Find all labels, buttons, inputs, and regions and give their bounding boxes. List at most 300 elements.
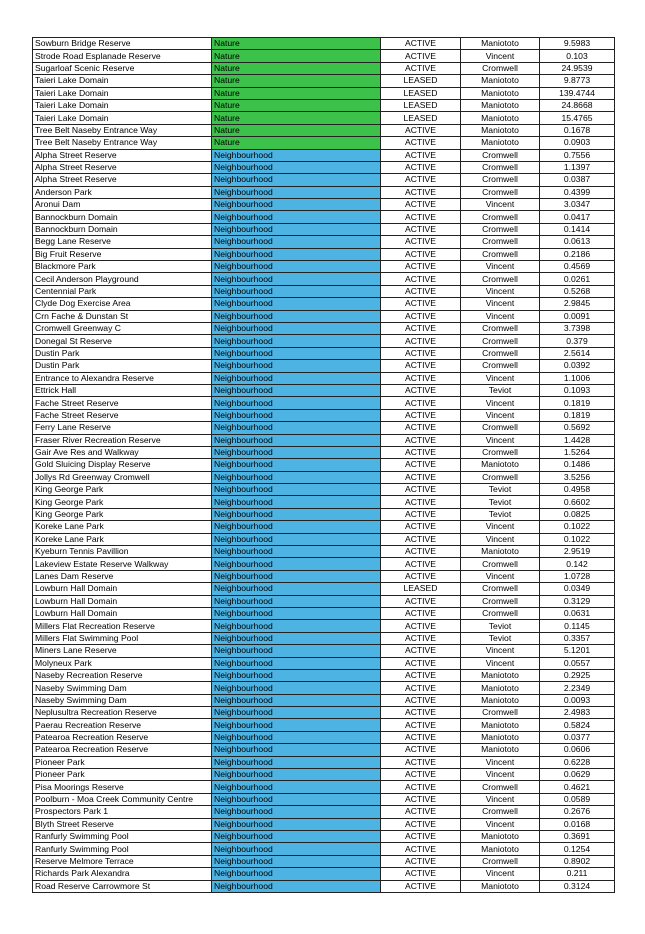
status-cell: ACTIVE [381,756,461,768]
reserve-name-cell: Naseby Swimming Dam [33,682,212,694]
category-cell: Nature [212,50,381,62]
reserve-name-cell: Crn Fache & Dunstan St [33,310,212,322]
ward-cell: Vincent [461,533,540,545]
category-cell: Neighbourhood [212,843,381,855]
area-cell: 0.103 [540,50,615,62]
category-cell: Neighbourhood [212,880,381,892]
ward-cell: Vincent [461,521,540,533]
area-cell: 0.3124 [540,880,615,892]
category-cell: Neighbourhood [212,793,381,805]
ward-cell: Cromwell [461,186,540,198]
area-cell: 0.0417 [540,211,615,223]
area-cell: 0.0093 [540,694,615,706]
status-cell: LEASED [381,99,461,111]
table-row [33,285,615,297]
area-cell: 0.0606 [540,744,615,756]
ward-cell: Cromwell [461,360,540,372]
ward-cell: Maniototo [461,880,540,892]
area-cell: 0.2186 [540,248,615,260]
category-cell: Neighbourhood [212,322,381,334]
category-cell: Neighbourhood [212,508,381,520]
status-cell: ACTIVE [381,38,461,50]
category-cell: Neighbourhood [212,546,381,558]
area-cell: 0.0392 [540,360,615,372]
area-cell: 0.379 [540,335,615,347]
ward-cell: Cromwell [461,806,540,818]
category-cell: Neighbourhood [212,868,381,880]
area-cell: 9.5983 [540,38,615,50]
category-cell: Neighbourhood [212,533,381,545]
status-cell: ACTIVE [381,818,461,830]
reserve-name-cell: Dustin Park [33,360,212,372]
status-cell: ACTIVE [381,868,461,880]
reserve-name-cell: Koreke Lane Park [33,533,212,545]
category-cell: Neighbourhood [212,707,381,719]
area-cell: 2.9845 [540,298,615,310]
area-cell: 0.8902 [540,855,615,867]
ward-cell: Maniototo [461,75,540,87]
reserve-name-cell: Ettrick Hall [33,384,212,396]
table-row [33,607,615,619]
reserve-name-cell: Cromwell Greenway C [33,322,212,334]
ward-cell: Teviot [461,496,540,508]
status-cell: ACTIVE [381,793,461,805]
reserve-name-cell: Taieri Lake Domain [33,75,212,87]
area-cell: 0.0349 [540,583,615,595]
category-cell: Nature [212,124,381,136]
category-cell: Neighbourhood [212,731,381,743]
ward-cell: Cromwell [461,422,540,434]
area-cell: 0.0903 [540,137,615,149]
table-row [33,682,615,694]
ward-cell: Vincent [461,285,540,297]
table-row [33,161,615,173]
area-cell: 5.1201 [540,645,615,657]
area-cell: 0.2676 [540,806,615,818]
ward-cell: Cromwell [461,595,540,607]
area-cell: 1.0728 [540,570,615,582]
area-cell: 0.0825 [540,508,615,520]
ward-cell: Maniototo [461,99,540,111]
table-row [33,261,615,273]
ward-cell: Cromwell [461,781,540,793]
area-cell: 0.4569 [540,261,615,273]
ward-cell: Vincent [461,50,540,62]
area-cell: 0.4621 [540,781,615,793]
ward-cell: Cromwell [461,62,540,74]
ward-cell: Maniototo [461,459,540,471]
area-cell: 1.4428 [540,434,615,446]
status-cell: ACTIVE [381,707,461,719]
category-cell: Neighbourhood [212,855,381,867]
table-row [33,781,615,793]
reserve-name-cell: Patearoa Recreation Reserve [33,731,212,743]
table-row [33,434,615,446]
area-cell: 0.0387 [540,174,615,186]
category-cell: Neighbourhood [212,236,381,248]
area-cell: 0.6228 [540,756,615,768]
area-cell: 0.3129 [540,595,615,607]
ward-cell: Maniototo [461,669,540,681]
table-row [33,446,615,458]
table-row [33,236,615,248]
status-cell: ACTIVE [381,261,461,273]
area-cell: 2.5614 [540,347,615,359]
table-row [33,694,615,706]
category-cell: Neighbourhood [212,620,381,632]
status-cell: ACTIVE [381,149,461,161]
reserve-name-cell: Aronui Dam [33,199,212,211]
status-cell: ACTIVE [381,843,461,855]
table-row [33,855,615,867]
category-cell: Neighbourhood [212,632,381,644]
status-cell: ACTIVE [381,174,461,186]
status-cell: ACTIVE [381,124,461,136]
ward-cell: Cromwell [461,335,540,347]
area-cell: 0.1022 [540,521,615,533]
table-row [33,558,615,570]
status-cell: ACTIVE [381,223,461,235]
status-cell: ACTIVE [381,310,461,322]
status-cell: ACTIVE [381,471,461,483]
area-cell: 0.1022 [540,533,615,545]
table-row [33,459,615,471]
status-cell: ACTIVE [381,459,461,471]
category-cell: Neighbourhood [212,669,381,681]
category-cell: Neighbourhood [212,744,381,756]
status-cell: ACTIVE [381,199,461,211]
status-cell: ACTIVE [381,161,461,173]
table-row [33,818,615,830]
category-cell: Nature [212,87,381,99]
area-cell: 0.1486 [540,459,615,471]
reserve-name-cell: Centennial Park [33,285,212,297]
status-cell: ACTIVE [381,781,461,793]
reserve-name-cell: Lowburn Hall Domain [33,583,212,595]
reserve-name-cell: Jollys Rd Greenway Cromwell [33,471,212,483]
ward-cell: Maniototo [461,694,540,706]
table-row [33,484,615,496]
ward-cell: Cromwell [461,446,540,458]
table-row [33,769,615,781]
category-cell: Neighbourhood [212,719,381,731]
category-cell: Neighbourhood [212,558,381,570]
area-cell: 0.1414 [540,223,615,235]
area-cell: 0.5824 [540,719,615,731]
ward-cell: Vincent [461,793,540,805]
ward-cell: Maniototo [461,124,540,136]
category-cell: Neighbourhood [212,199,381,211]
status-cell: ACTIVE [381,694,461,706]
reserve-name-cell: Taieri Lake Domain [33,99,212,111]
ward-cell: Maniototo [461,546,540,558]
category-cell: Neighbourhood [212,682,381,694]
ward-cell: Vincent [461,769,540,781]
ward-cell: Maniototo [461,112,540,124]
reserve-name-cell: Clyde Dog Exercise Area [33,298,212,310]
area-cell: 1.1006 [540,372,615,384]
area-cell: 0.0261 [540,273,615,285]
reserve-name-cell: Road Reserve Carrowmore St [33,880,212,892]
category-cell: Neighbourhood [212,211,381,223]
category-cell: Neighbourhood [212,149,381,161]
table-row [33,793,615,805]
reserve-name-cell: Entrance to Alexandra Reserve [33,372,212,384]
area-cell: 3.5256 [540,471,615,483]
status-cell: LEASED [381,583,461,595]
table-row [33,124,615,136]
ward-cell: Teviot [461,508,540,520]
category-cell: Neighbourhood [212,285,381,297]
status-cell: ACTIVE [381,607,461,619]
reserve-name-cell: Gair Ave Res and Walkway [33,446,212,458]
status-cell: ACTIVE [381,422,461,434]
reserve-name-cell: Kyeburn Tennis Pavillion [33,546,212,558]
status-cell: ACTIVE [381,880,461,892]
table-row [33,335,615,347]
ward-cell: Cromwell [461,273,540,285]
status-cell: LEASED [381,112,461,124]
reserve-name-cell: Blackmore Park [33,261,212,273]
ward-cell: Vincent [461,645,540,657]
area-cell: 0.211 [540,868,615,880]
ward-cell: Cromwell [461,149,540,161]
ward-cell: Maniototo [461,831,540,843]
reserve-name-cell: Gold Sluicing Display Reserve [33,459,212,471]
ward-cell: Maniototo [461,38,540,50]
category-cell: Neighbourhood [212,223,381,235]
category-cell: Neighbourhood [212,583,381,595]
ward-cell: Vincent [461,409,540,421]
category-cell: Neighbourhood [212,347,381,359]
area-cell: 0.5692 [540,422,615,434]
table-row [33,595,615,607]
reserve-name-cell: Prospectors Park 1 [33,806,212,818]
category-cell: Neighbourhood [212,273,381,285]
reserve-name-cell: King George Park [33,496,212,508]
ward-cell: Vincent [461,570,540,582]
category-cell: Nature [212,38,381,50]
table-row [33,422,615,434]
ward-cell: Vincent [461,199,540,211]
area-cell: 2.4983 [540,707,615,719]
table-row [33,310,615,322]
table-row [33,186,615,198]
table-row [33,409,615,421]
ward-cell: Vincent [461,756,540,768]
ward-cell: Cromwell [461,248,540,260]
category-cell: Neighbourhood [212,521,381,533]
status-cell: ACTIVE [381,620,461,632]
table-row [33,471,615,483]
ward-cell: Vincent [461,298,540,310]
area-cell: 0.0091 [540,310,615,322]
reserve-name-cell: Richards Park Alexandra [33,868,212,880]
area-cell: 24.8668 [540,99,615,111]
status-cell: ACTIVE [381,645,461,657]
reserve-name-cell: Lowburn Hall Domain [33,607,212,619]
ward-cell: Maniototo [461,843,540,855]
table-row [33,496,615,508]
table-row [33,360,615,372]
status-cell: ACTIVE [381,731,461,743]
ward-cell: Cromwell [461,236,540,248]
table-row [33,199,615,211]
area-cell: 0.1678 [540,124,615,136]
area-cell: 0.3691 [540,831,615,843]
status-cell: ACTIVE [381,558,461,570]
reserves-table [32,37,615,893]
table-row [33,868,615,880]
area-cell: 0.0631 [540,607,615,619]
reserve-name-cell: Alpha Street Reserve [33,149,212,161]
area-cell: 9.8773 [540,75,615,87]
category-cell: Neighbourhood [212,694,381,706]
status-cell: ACTIVE [381,669,461,681]
table-row [33,583,615,595]
area-cell: 0.4399 [540,186,615,198]
reserve-name-cell: Molyneux Park [33,657,212,669]
category-cell: Neighbourhood [212,769,381,781]
category-cell: Neighbourhood [212,446,381,458]
reserve-name-cell: Millers Flat Recreation Reserve [33,620,212,632]
ward-cell: Vincent [461,434,540,446]
area-cell: 0.0557 [540,657,615,669]
reserve-name-cell: Reserve Melmore Terrace [33,855,212,867]
table-row [33,211,615,223]
reserve-name-cell: Lakeview Estate Reserve Walkway [33,558,212,570]
ward-cell: Cromwell [461,558,540,570]
area-cell: 0.6602 [540,496,615,508]
table-row [33,744,615,756]
category-cell: Neighbourhood [212,298,381,310]
category-cell: Neighbourhood [212,335,381,347]
status-cell: ACTIVE [381,384,461,396]
ward-cell: Maniototo [461,682,540,694]
table-row [33,731,615,743]
table-row [33,322,615,334]
status-cell: ACTIVE [381,322,461,334]
status-cell: ACTIVE [381,769,461,781]
ward-cell: Cromwell [461,322,540,334]
category-cell: Neighbourhood [212,806,381,818]
reserve-name-cell: Alpha Street Reserve [33,174,212,186]
ward-cell: Maniototo [461,744,540,756]
reserve-name-cell: Taieri Lake Domain [33,87,212,99]
category-cell: Neighbourhood [212,756,381,768]
area-cell: 2.9519 [540,546,615,558]
category-cell: Neighbourhood [212,471,381,483]
reserve-name-cell: King George Park [33,508,212,520]
table-row [33,372,615,384]
category-cell: Nature [212,137,381,149]
ward-cell: Vincent [461,261,540,273]
ward-cell: Maniototo [461,87,540,99]
table-row [33,397,615,409]
status-cell: ACTIVE [381,570,461,582]
category-cell: Neighbourhood [212,310,381,322]
category-cell: Neighbourhood [212,161,381,173]
table-row [33,112,615,124]
area-cell: 1.5264 [540,446,615,458]
status-cell: ACTIVE [381,855,461,867]
status-cell: ACTIVE [381,508,461,520]
reserve-name-cell: Bannockburn Domain [33,223,212,235]
ward-cell: Teviot [461,620,540,632]
area-cell: 15.4765 [540,112,615,124]
area-cell: 0.0168 [540,818,615,830]
reserve-name-cell: Bannockburn Domain [33,211,212,223]
table-row [33,669,615,681]
reserve-name-cell: Tree Belt Naseby Entrance Way [33,137,212,149]
area-cell: 2.2349 [540,682,615,694]
ward-cell: Vincent [461,868,540,880]
category-cell: Nature [212,99,381,111]
table-row [33,87,615,99]
table-row [33,707,615,719]
reserve-name-cell: Begg Lane Reserve [33,236,212,248]
category-cell: Neighbourhood [212,261,381,273]
status-cell: ACTIVE [381,496,461,508]
reserve-name-cell: Poolburn - Moa Creek Community Centre [33,793,212,805]
status-cell: LEASED [381,87,461,99]
table-row [33,508,615,520]
reserve-name-cell: Naseby Swimming Dam [33,694,212,706]
area-cell: 0.0613 [540,236,615,248]
category-cell: Neighbourhood [212,781,381,793]
status-cell: ACTIVE [381,236,461,248]
table-row [33,347,615,359]
category-cell: Neighbourhood [212,360,381,372]
category-cell: Neighbourhood [212,422,381,434]
category-cell: Neighbourhood [212,434,381,446]
area-cell: 3.0347 [540,199,615,211]
table-row [33,62,615,74]
status-cell: ACTIVE [381,546,461,558]
reserve-name-cell: Big Fruit Reserve [33,248,212,260]
ward-cell: Cromwell [461,707,540,719]
reserve-name-cell: Blyth Street Reserve [33,818,212,830]
area-cell: 0.5268 [540,285,615,297]
ward-cell: Cromwell [461,174,540,186]
area-cell: 0.7556 [540,149,615,161]
reserve-name-cell: Paerau Recreation Reserve [33,719,212,731]
reserve-name-cell: Fache Street Reserve [33,397,212,409]
reserve-name-cell: Miners Lane Reserve [33,645,212,657]
table-row [33,756,615,768]
category-cell: Neighbourhood [212,657,381,669]
status-cell: ACTIVE [381,595,461,607]
reserve-name-cell: Anderson Park [33,186,212,198]
table-body [33,38,615,893]
ward-cell: Teviot [461,632,540,644]
status-cell: ACTIVE [381,806,461,818]
status-cell: ACTIVE [381,831,461,843]
status-cell: LEASED [381,75,461,87]
area-cell: 0.1093 [540,384,615,396]
status-cell: ACTIVE [381,744,461,756]
status-cell: ACTIVE [381,632,461,644]
ward-cell: Maniototo [461,719,540,731]
ward-cell: Teviot [461,484,540,496]
category-cell: Neighbourhood [212,607,381,619]
reserve-name-cell: Patearoa Recreation Reserve [33,744,212,756]
category-cell: Nature [212,62,381,74]
reserve-name-cell: Koreke Lane Park [33,521,212,533]
table-row [33,632,615,644]
category-cell: Neighbourhood [212,372,381,384]
reserve-name-cell: Strode Road Esplanade Reserve [33,50,212,62]
